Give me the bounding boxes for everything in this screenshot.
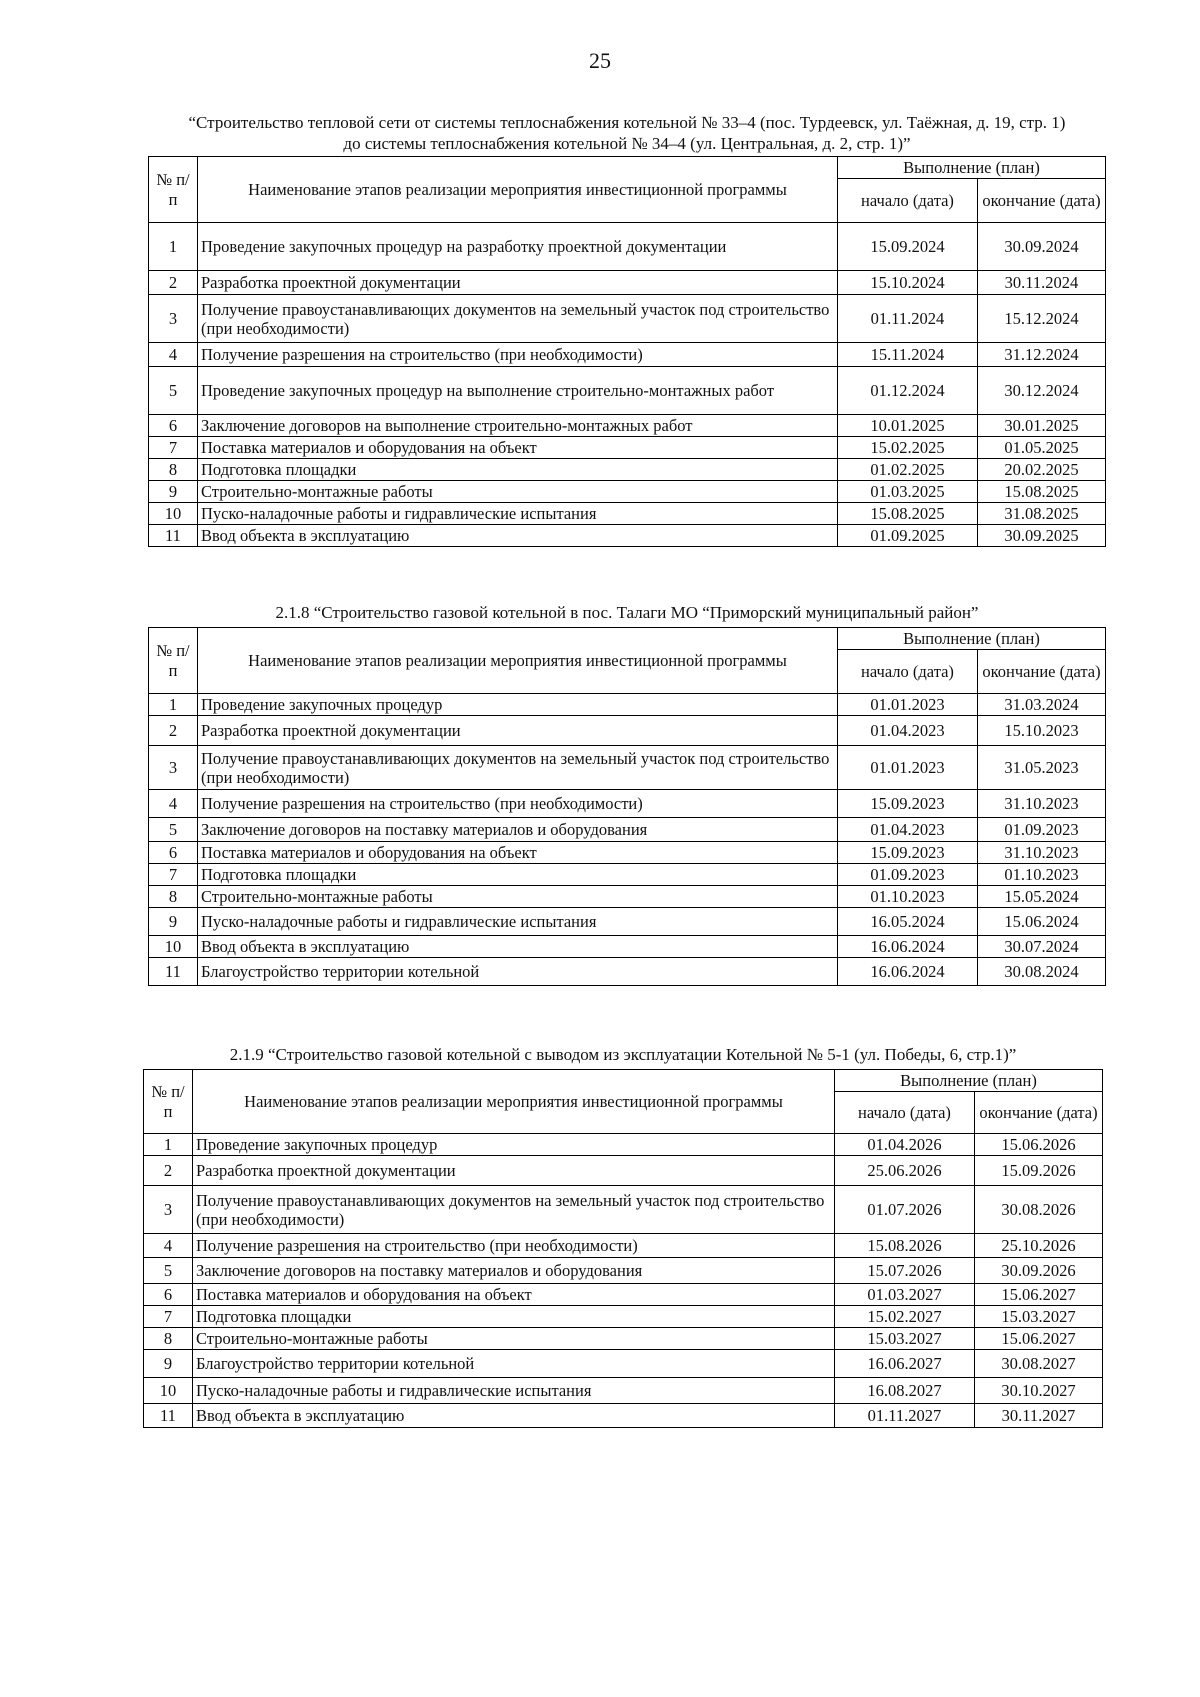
section-heating-network <box>148 112 1106 547</box>
end-date: 31.12.2024 <box>978 343 1106 367</box>
row-number: 6 <box>149 842 198 864</box>
col-header-execution: Выполнение (план) <box>838 628 1106 650</box>
col-header-end: окончание (дата) <box>978 179 1106 223</box>
end-date: 15.12.2024 <box>978 295 1106 343</box>
table-row <box>149 958 1106 986</box>
stage-name: Разработка проектной документации <box>193 1156 835 1186</box>
stage-name: Подготовка площадки <box>193 1306 835 1328</box>
table-row <box>149 437 1106 459</box>
table-row <box>144 1156 1103 1186</box>
end-date: 01.05.2025 <box>978 437 1106 459</box>
stage-name: Заключение договоров на поставку материалов и оборудования <box>198 818 838 842</box>
table-row <box>144 1378 1103 1404</box>
table-row <box>149 842 1106 864</box>
end-date: 30.07.2024 <box>978 936 1106 958</box>
stage-name: Получение правоустанавливающих документов на земельный участок под строительство (при необходимости) <box>193 1186 835 1234</box>
table-row <box>144 1328 1103 1350</box>
end-date: 01.10.2023 <box>978 864 1106 886</box>
row-number: 8 <box>144 1328 193 1350</box>
table-row <box>144 1404 1103 1428</box>
row-number: 9 <box>149 908 198 936</box>
stage-name: Строительно-монтажные работы <box>198 886 838 908</box>
table-row <box>149 481 1106 503</box>
row-number: 1 <box>144 1134 193 1156</box>
row-number: 11 <box>149 958 198 986</box>
stage-name: Разработка проектной документации <box>198 716 838 746</box>
end-date: 15.06.2024 <box>978 908 1106 936</box>
col-header-name: Наименование этапов реализации мероприятия инвестиционной программы <box>198 157 838 223</box>
start-date: 15.09.2023 <box>838 842 978 864</box>
stage-name: Строительно-монтажные работы <box>193 1328 835 1350</box>
stage-name: Пуско-наладочные работы и гидравлические испытания <box>198 503 838 525</box>
end-date: 30.01.2025 <box>978 415 1106 437</box>
col-header-start: начало (дата) <box>838 650 978 694</box>
schedule-table <box>148 627 1106 986</box>
row-number: 2 <box>149 716 198 746</box>
stage-name: Получение разрешения на строительство (при необходимости) <box>198 790 838 818</box>
table-caption: “Строительство тепловой сети от системы теплоснабжения котельной № 33–4 (пос. Турдеевск, ул. Таёжная, д. 19, стр. 1) до системы теплоснабжения котельной № 34–4 (ул. Центральная, д. 2, стр. 1)” <box>188 113 1066 153</box>
row-number: 10 <box>144 1378 193 1404</box>
start-date: 15.09.2024 <box>838 223 978 271</box>
row-number: 2 <box>144 1156 193 1186</box>
end-date: 20.02.2025 <box>978 459 1106 481</box>
start-date: 01.03.2025 <box>838 481 978 503</box>
end-date: 30.12.2024 <box>978 367 1106 415</box>
row-number: 6 <box>149 415 198 437</box>
table-row <box>144 1306 1103 1328</box>
col-header-execution: Выполнение (план) <box>838 157 1106 179</box>
section-boiler-5-1 <box>143 1044 1103 1428</box>
start-date: 15.07.2026 <box>835 1258 975 1284</box>
table-row <box>149 415 1106 437</box>
stage-name: Проведение закупочных процедур <box>198 694 838 716</box>
table-row <box>149 271 1106 295</box>
col-header-name: Наименование этапов реализации мероприятия инвестиционной программы <box>198 628 838 694</box>
start-date: 15.10.2024 <box>838 271 978 295</box>
start-date: 01.03.2027 <box>835 1284 975 1306</box>
end-date: 15.10.2023 <box>978 716 1106 746</box>
stage-name: Получение разрешения на строительство (при необходимости) <box>193 1234 835 1258</box>
stage-name: Пуско-наладочные работы и гидравлические испытания <box>198 908 838 936</box>
row-number: 10 <box>149 503 198 525</box>
start-date: 16.06.2024 <box>838 936 978 958</box>
end-date: 15.06.2027 <box>975 1284 1103 1306</box>
table-row <box>149 525 1106 547</box>
table-row <box>149 864 1106 886</box>
start-date: 25.06.2026 <box>835 1156 975 1186</box>
start-date: 16.08.2027 <box>835 1378 975 1404</box>
stage-name: Поставка материалов и оборудования на объект <box>198 842 838 864</box>
end-date: 15.06.2027 <box>975 1328 1103 1350</box>
end-date: 01.09.2023 <box>978 818 1106 842</box>
table-row <box>149 886 1106 908</box>
end-date: 25.10.2026 <box>975 1234 1103 1258</box>
stage-name: Получение правоустанавливающих документов на земельный участок под строительство (при необходимости) <box>198 295 838 343</box>
stage-name: Ввод объекта в эксплуатацию <box>198 936 838 958</box>
start-date: 15.11.2024 <box>838 343 978 367</box>
col-header-execution: Выполнение (план) <box>835 1070 1103 1092</box>
schedule-table <box>143 1069 1103 1428</box>
start-date: 16.06.2024 <box>838 958 978 986</box>
start-date: 01.12.2024 <box>838 367 978 415</box>
table-row <box>149 343 1106 367</box>
end-date: 30.11.2024 <box>978 271 1106 295</box>
table-body <box>144 1134 1103 1428</box>
start-date: 16.06.2027 <box>835 1350 975 1378</box>
start-date: 16.05.2024 <box>838 908 978 936</box>
stage-name: Ввод объекта в эксплуатацию <box>198 525 838 547</box>
table-row <box>144 1284 1103 1306</box>
start-date: 15.03.2027 <box>835 1328 975 1350</box>
start-date: 15.02.2027 <box>835 1306 975 1328</box>
col-header-end: окончание (дата) <box>978 650 1106 694</box>
row-number: 7 <box>149 437 198 459</box>
end-date: 31.10.2023 <box>978 842 1106 864</box>
col-header-num: № п/п <box>144 1070 193 1134</box>
start-date: 10.01.2025 <box>838 415 978 437</box>
stage-name: Ввод объекта в эксплуатацию <box>193 1404 835 1428</box>
table-row <box>144 1234 1103 1258</box>
col-header-start: начало (дата) <box>838 179 978 223</box>
col-header-num: № п/п <box>149 628 198 694</box>
start-date: 01.04.2023 <box>838 818 978 842</box>
col-header-num: № п/п <box>149 157 198 223</box>
stage-name: Заключение договоров на поставку материалов и оборудования <box>193 1258 835 1284</box>
col-header-end: окончание (дата) <box>975 1092 1103 1134</box>
start-date: 01.04.2026 <box>835 1134 975 1156</box>
end-date: 31.03.2024 <box>978 694 1106 716</box>
row-number: 10 <box>149 936 198 958</box>
table-row <box>149 295 1106 343</box>
stage-name: Благоустройство территории котельной <box>193 1350 835 1378</box>
start-date: 01.11.2024 <box>838 295 978 343</box>
table-caption: 2.1.8 “Строительство газовой котельной в пос. Талаги МО “Приморский муниципальный район” <box>275 603 979 622</box>
row-number: 11 <box>144 1404 193 1428</box>
table-body <box>149 694 1106 986</box>
start-date: 01.01.2023 <box>838 694 978 716</box>
start-date: 15.08.2025 <box>838 503 978 525</box>
row-number: 7 <box>144 1306 193 1328</box>
table-row <box>149 818 1106 842</box>
stage-name: Получение разрешения на строительство (при необходимости) <box>198 343 838 367</box>
end-date: 30.11.2027 <box>975 1404 1103 1428</box>
section-talagi-boiler <box>148 602 1106 986</box>
row-number: 3 <box>144 1186 193 1234</box>
table-row <box>149 908 1106 936</box>
row-number: 4 <box>144 1234 193 1258</box>
end-date: 15.05.2024 <box>978 886 1106 908</box>
table-row <box>144 1350 1103 1378</box>
stage-name: Поставка материалов и оборудования на объект <box>193 1284 835 1306</box>
end-date: 30.10.2027 <box>975 1378 1103 1404</box>
stage-name: Проведение закупочных процедур на выполнение строительно-монтажных работ <box>198 367 838 415</box>
stage-name: Благоустройство территории котельной <box>198 958 838 986</box>
end-date: 31.10.2023 <box>978 790 1106 818</box>
table-row <box>149 790 1106 818</box>
table-row <box>149 936 1106 958</box>
stage-name: Строительно-монтажные работы <box>198 481 838 503</box>
table-row <box>149 367 1106 415</box>
row-number: 1 <box>149 694 198 716</box>
start-date: 01.04.2023 <box>838 716 978 746</box>
table-row <box>149 223 1106 271</box>
row-number: 8 <box>149 459 198 481</box>
end-date: 31.08.2025 <box>978 503 1106 525</box>
end-date: 15.03.2027 <box>975 1306 1103 1328</box>
row-number: 8 <box>149 886 198 908</box>
table-row <box>149 694 1106 716</box>
start-date: 01.07.2026 <box>835 1186 975 1234</box>
stage-name: Проведение закупочных процедур на разработку проектной документации <box>198 223 838 271</box>
row-number: 5 <box>149 818 198 842</box>
end-date: 30.08.2024 <box>978 958 1106 986</box>
start-date: 15.08.2026 <box>835 1234 975 1258</box>
row-number: 4 <box>149 790 198 818</box>
stage-name: Подготовка площадки <box>198 459 838 481</box>
end-date: 30.08.2027 <box>975 1350 1103 1378</box>
end-date: 15.06.2026 <box>975 1134 1103 1156</box>
start-date: 15.09.2023 <box>838 790 978 818</box>
start-date: 01.10.2023 <box>838 886 978 908</box>
end-date: 15.09.2026 <box>975 1156 1103 1186</box>
stage-name: Разработка проектной документации <box>198 271 838 295</box>
stage-name: Получение правоустанавливающих документов на земельный участок под строительство (при необходимости) <box>198 746 838 790</box>
table-body <box>149 223 1106 547</box>
row-number: 4 <box>149 343 198 367</box>
start-date: 01.01.2023 <box>838 746 978 790</box>
stage-name: Проведение закупочных процедур <box>193 1134 835 1156</box>
start-date: 01.11.2027 <box>835 1404 975 1428</box>
col-header-name: Наименование этапов реализации мероприятия инвестиционной программы <box>193 1070 835 1134</box>
row-number: 1 <box>149 223 198 271</box>
row-number: 5 <box>144 1258 193 1284</box>
col-header-start: начало (дата) <box>835 1092 975 1134</box>
start-date: 01.02.2025 <box>838 459 978 481</box>
stage-name: Подготовка площадки <box>198 864 838 886</box>
start-date: 01.09.2023 <box>838 864 978 886</box>
end-date: 30.08.2026 <box>975 1186 1103 1234</box>
row-number: 11 <box>149 525 198 547</box>
row-number: 7 <box>149 864 198 886</box>
row-number: 6 <box>144 1284 193 1306</box>
end-date: 30.09.2025 <box>978 525 1106 547</box>
table-row <box>149 459 1106 481</box>
start-date: 01.09.2025 <box>838 525 978 547</box>
row-number: 3 <box>149 746 198 790</box>
table-row <box>144 1186 1103 1234</box>
end-date: 15.08.2025 <box>978 481 1106 503</box>
stage-name: Заключение договоров на выполнение строительно-монтажных работ <box>198 415 838 437</box>
start-date: 15.02.2025 <box>838 437 978 459</box>
row-number: 2 <box>149 271 198 295</box>
table-caption: 2.1.9 “Строительство газовой котельной с выводом из эксплуатации Котельной № 5-1 (ул. Победы, 6, стр.1)” <box>229 1045 1017 1064</box>
schedule-table <box>148 156 1106 547</box>
row-number: 9 <box>149 481 198 503</box>
end-date: 30.09.2026 <box>975 1258 1103 1284</box>
row-number: 5 <box>149 367 198 415</box>
table-row <box>144 1258 1103 1284</box>
page-number: 25 <box>589 48 611 73</box>
end-date: 30.09.2024 <box>978 223 1106 271</box>
end-date: 31.05.2023 <box>978 746 1106 790</box>
stage-name: Поставка материалов и оборудования на объект <box>198 437 838 459</box>
row-number: 3 <box>149 295 198 343</box>
table-row <box>144 1134 1103 1156</box>
row-number: 9 <box>144 1350 193 1378</box>
table-row <box>149 746 1106 790</box>
table-row <box>149 716 1106 746</box>
table-row <box>149 503 1106 525</box>
stage-name: Пуско-наладочные работы и гидравлические испытания <box>193 1378 835 1404</box>
